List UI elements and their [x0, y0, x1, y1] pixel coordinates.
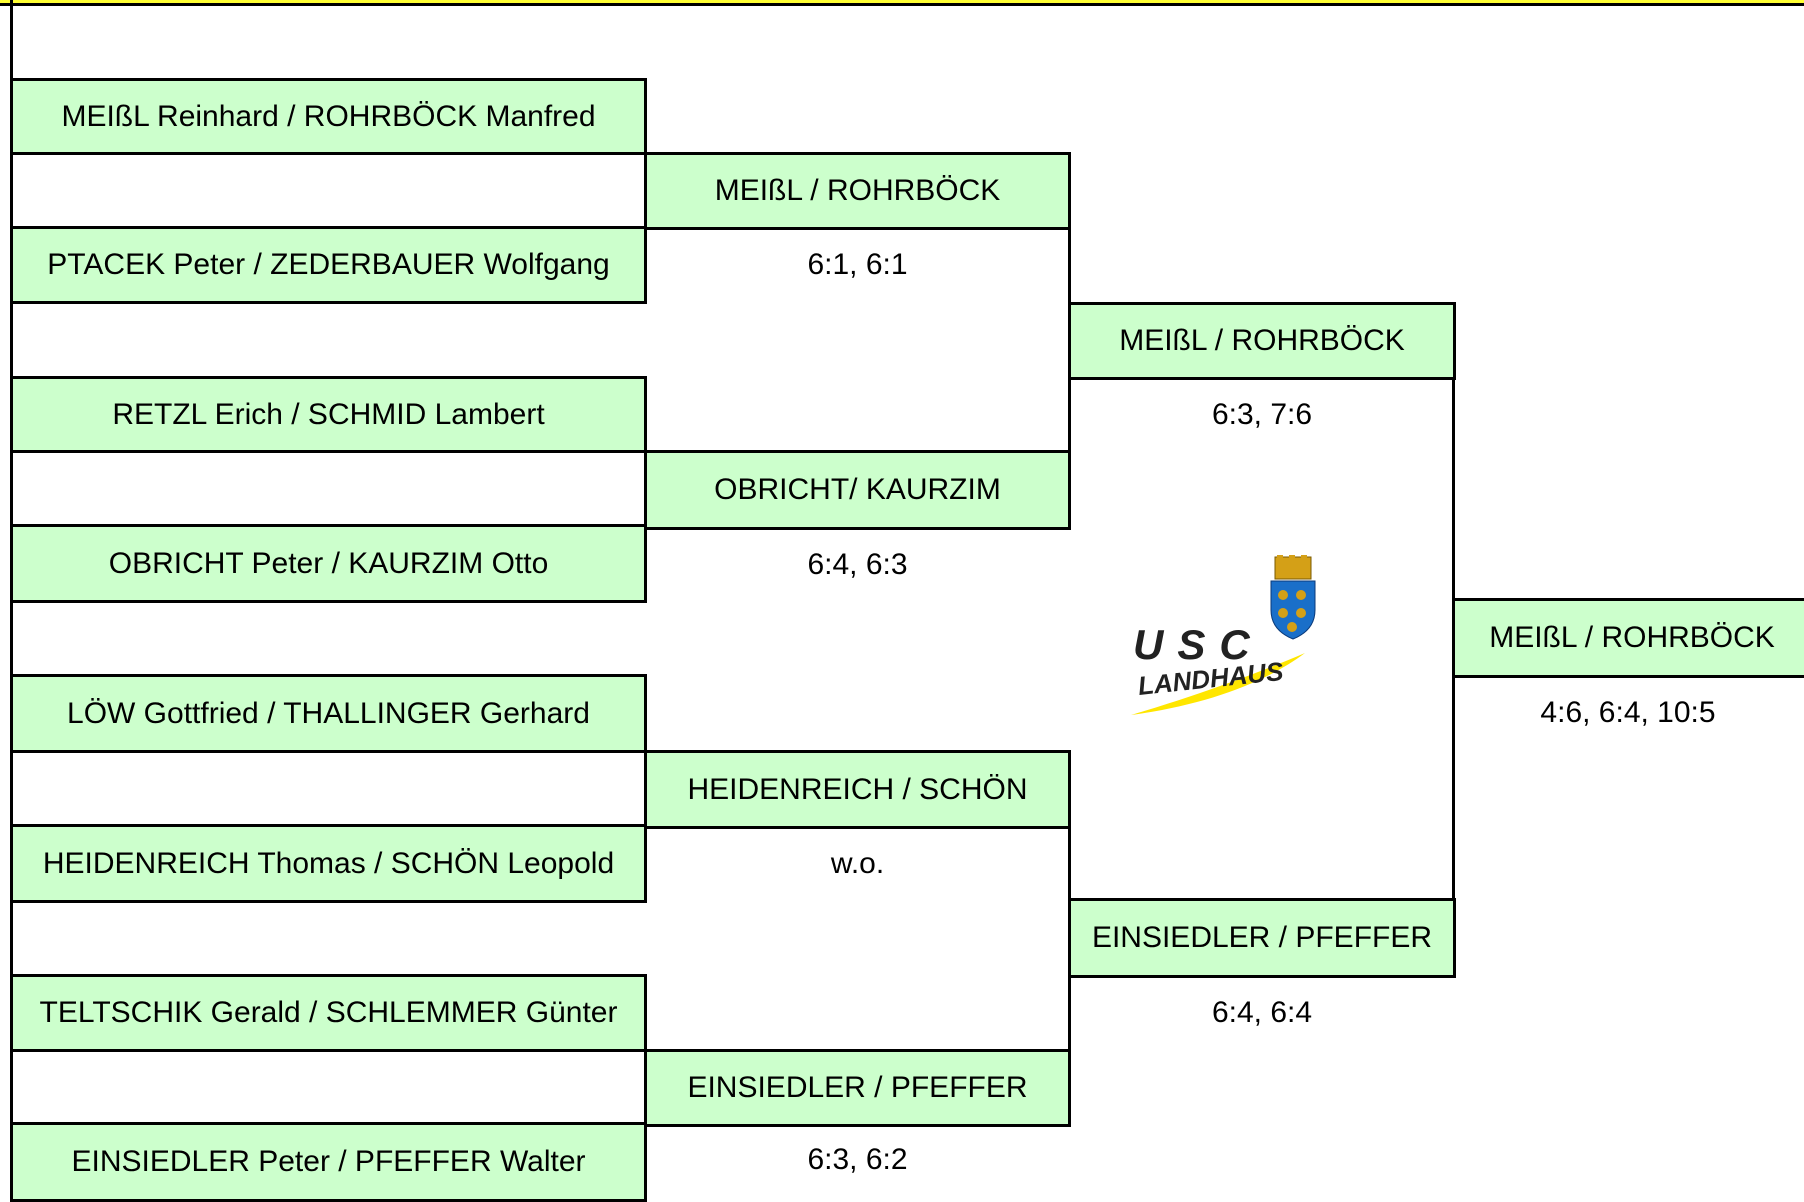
r1-player-2: PTACEK Peter / ZEDERBAUER Wolfgang	[10, 226, 647, 304]
r1-spacer-2	[10, 450, 647, 527]
r1-player-8: EINSIEDLER Peter / PFEFFER Walter	[10, 1122, 647, 1202]
sf-score-1: 6:3, 7:6	[1211, 398, 1313, 431]
r2-score-1: 6:1, 6:1	[807, 248, 908, 281]
r1-player-7: TELTSCHIK Gerald / SCHLEMMER Günter	[10, 974, 647, 1052]
final-score: 4:6, 6:4, 10:5	[1540, 696, 1716, 729]
r2-score-2: 6:4, 6:3	[807, 548, 908, 581]
usc-landhaus-logo	[1125, 555, 1330, 725]
r2-winner-2: OBRICHT/ KAURZIM	[644, 450, 1071, 530]
sf-winner-1: MEIßL / ROHRBÖCK	[1068, 302, 1456, 380]
r2-score-4: 6:3, 6:2	[807, 1143, 908, 1176]
sf-winner-2: EINSIEDLER / PFEFFER	[1068, 898, 1456, 978]
logo-text-usc: USC	[1133, 621, 1264, 668]
r2-winner-1: MEIßL / ROHRBÖCK	[644, 152, 1071, 230]
r1-player-4: OBRICHT Peter / KAURZIM Otto	[10, 524, 647, 603]
logo-text-landhaus: LANDHAUS	[1136, 655, 1285, 701]
r1-spacer-4	[10, 1049, 647, 1125]
r2-score-3: w.o.	[830, 847, 885, 880]
r2-winner-4: EINSIEDLER / PFEFFER	[644, 1049, 1071, 1127]
final-winner: MEIßL / ROHRBÖCK	[1452, 598, 1804, 678]
r1-player-3: RETZL Erich / SCHMID Lambert	[10, 376, 647, 453]
crest-icon	[1271, 555, 1315, 639]
r1-player-1: MEIßL Reinhard / ROHRBÖCK Manfred	[10, 78, 647, 155]
sf-score-2: 6:4, 6:4	[1211, 996, 1313, 1029]
r1-spacer-1	[10, 152, 647, 229]
r1-spacer-3	[10, 750, 647, 827]
r1-player-5: LÖW Gottfried / THALLINGER Gerhard	[10, 674, 647, 753]
logo-graphic	[1125, 555, 1330, 725]
top-banner-bar	[0, 0, 1804, 6]
r1-player-6: HEIDENREICH Thomas / SCHÖN Leopold	[10, 824, 647, 903]
r2-winner-3: HEIDENREICH / SCHÖN	[644, 750, 1071, 829]
